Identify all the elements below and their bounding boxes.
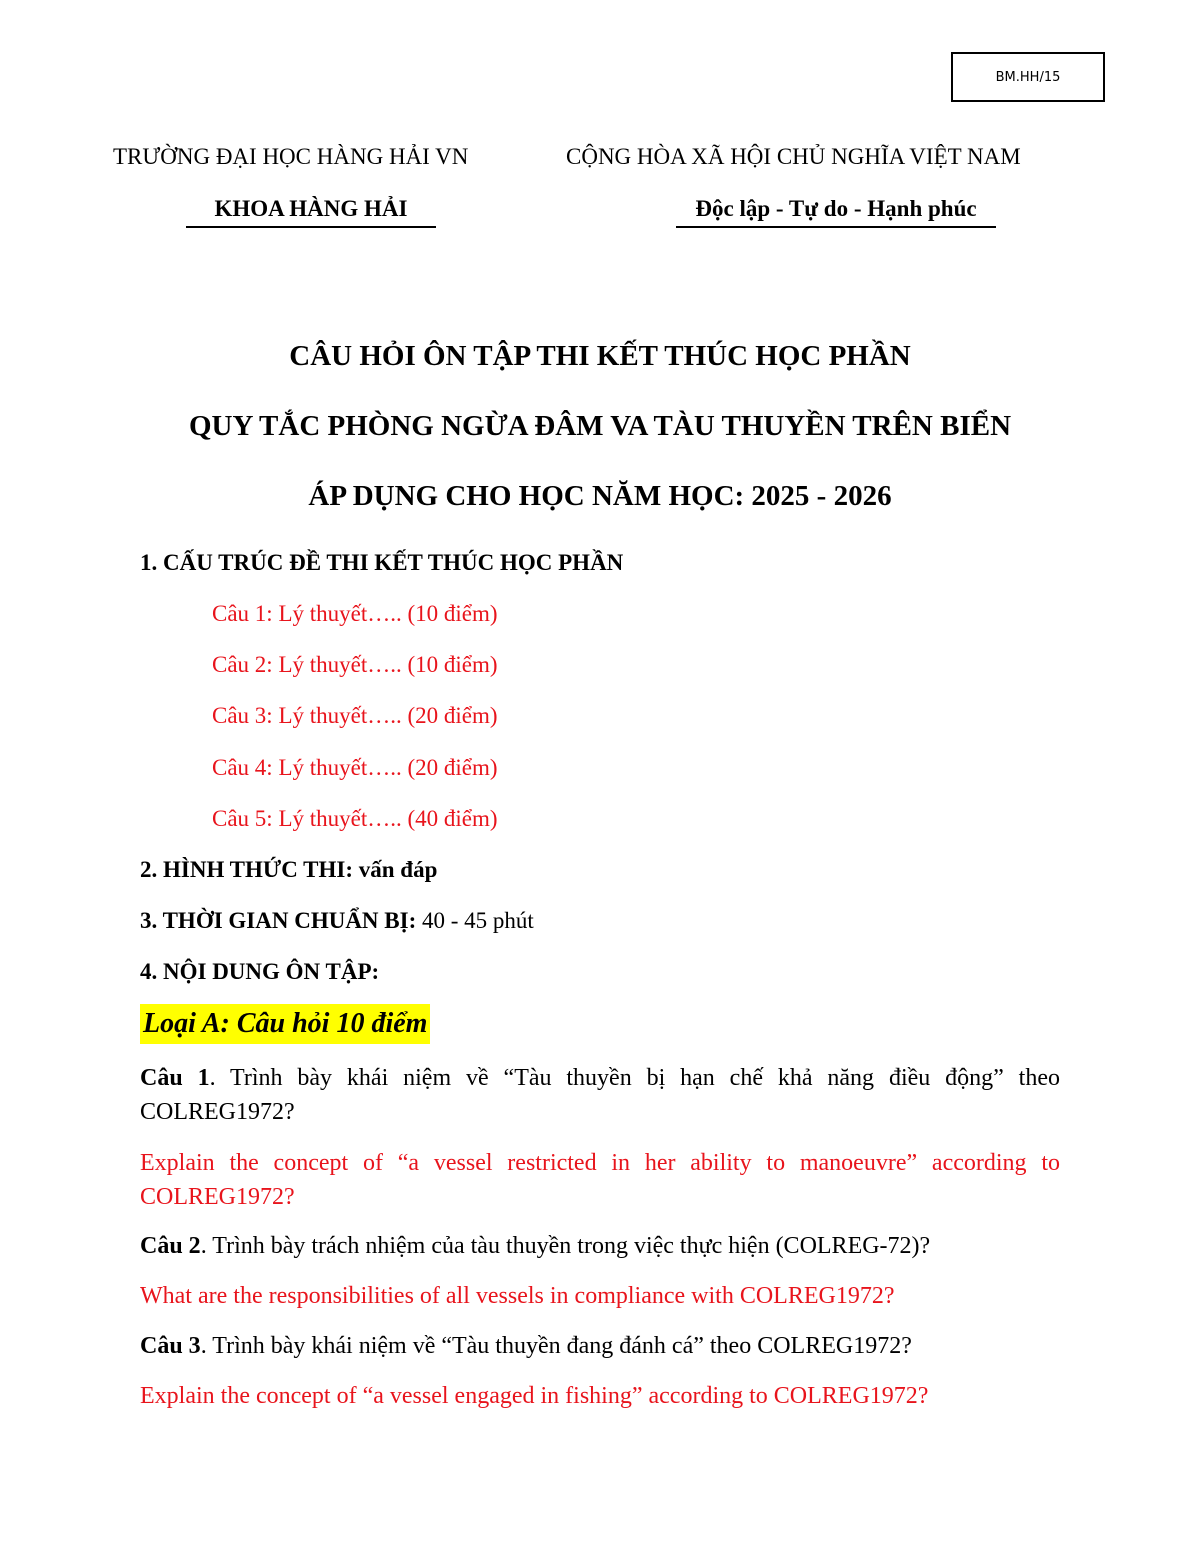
motto: Độc lập - Tự do - Hạnh phúc xyxy=(676,196,996,228)
doc-title-line3: ÁP DỤNG CHO HỌC NĂM HỌC: 2025 - 2026 xyxy=(308,480,892,512)
section3-label: 3. THỜI GIAN CHUẨN BỊ: xyxy=(140,908,417,933)
question-3-en: Explain the concept of “a vessel engaged in fishing” according to COLREG1972? xyxy=(140,1383,929,1409)
question-2-en: What are the responsibilities of all vessels in compliance with COLREG1972? xyxy=(140,1283,895,1309)
question-text: . Trình bày trách nhiệm của tàu thuyền trong việc thực hiện (COLREG-72)? xyxy=(200,1233,931,1259)
question-label: Câu 2 xyxy=(140,1233,201,1259)
section4-heading: 4. NỘI DUNG ÔN TẬP: xyxy=(140,959,380,984)
doc-title-line2: QUY TẮC PHÒNG NGỪA ĐÂM VA TÀU THUYỀN TRÊN BIỂN xyxy=(188,410,1012,442)
question-text: . Trình bày khái niệm về “Tàu thuyền đang đánh cá” theo COLREG1972? xyxy=(200,1333,912,1359)
exam-item: Câu 5: Lý thuyết….. (40 điểm) xyxy=(212,806,498,831)
question-text: . Trình bày khái niệm về “Tàu thuyền bị hạn chế khả năng điều động” theo COLREG1972? xyxy=(140,1065,1060,1125)
section3-value: 40 - 45 phút xyxy=(422,908,534,933)
question-1-en: Explain the concept of “a vessel restricted in her ability to manoeuvre” according to COLREG1972? xyxy=(140,1150,1060,1210)
exam-item: Câu 4: Lý thuyết….. (20 điểm) xyxy=(212,755,498,780)
question-1-vi xyxy=(140,1061,1060,1129)
question-label: Câu 1 xyxy=(140,1065,210,1091)
doc-title-line1: CÂU HỎI ÔN TẬP THI KẾT THÚC HỌC PHẦN xyxy=(289,340,911,372)
republic-name: CỘNG HÒA XÃ HỘI CHỦ NGHĨA VIỆT NAM xyxy=(566,144,1021,169)
form-code: BM.HH/15 xyxy=(995,69,1061,85)
form-code-box xyxy=(951,52,1105,102)
section2-label: 2. HÌNH THỨC THI: xyxy=(140,857,353,882)
type-a-heading: Loại A: Câu hỏi 10 điểm xyxy=(140,1004,430,1044)
section3 xyxy=(140,908,534,934)
exam-item: Câu 1: Lý thuyết….. (10 điểm) xyxy=(212,601,498,626)
section2 xyxy=(140,857,437,883)
faculty-name: KHOA HÀNG HẢI xyxy=(186,196,436,228)
exam-item: Câu 2: Lý thuyết….. (10 điểm) xyxy=(212,652,498,677)
question-label: Câu 3 xyxy=(140,1333,201,1359)
school-name: TRƯỜNG ĐẠI HỌC HÀNG HẢI VN xyxy=(113,144,469,169)
question-3-vi xyxy=(140,1329,1060,1363)
section1-heading: 1. CẤU TRÚC ĐỀ THI KẾT THÚC HỌC PHẦN xyxy=(140,550,624,575)
exam-item: Câu 3: Lý thuyết….. (20 điểm) xyxy=(212,703,498,728)
section2-value: vấn đáp xyxy=(358,857,438,882)
question-2-vi xyxy=(140,1229,1060,1263)
